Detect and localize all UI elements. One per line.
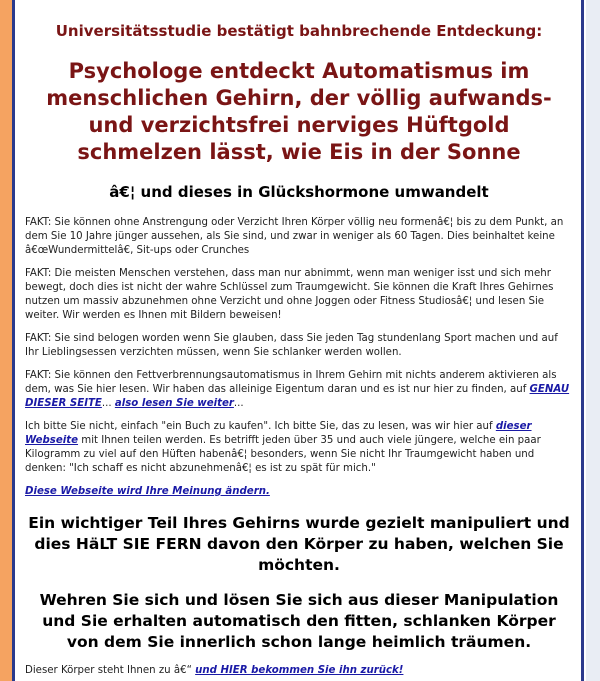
paragraph-5-end: mit Ihnen teilen werden. Es betrifft jeden über 35 und auch viele jüngere, welche ein paar Kilogramm zu viel auf den Hüften habenâ€¦ besonders, wenn Sie nicht Ihr Traumgewicht haben und denken: "Ich schaff es nicht abzunehmenâ€¦ es ist zu spät für mich." [25, 435, 541, 474]
link-webseite-meinung[interactable]: Diese Webseite wird Ihre Meinung ändern. [25, 486, 270, 497]
paragraph-fact-4 [25, 369, 573, 411]
paragraph-fact-4-end: ... [233, 398, 244, 409]
big-statement-1: Ein wichtiger Teil Ihres Gehirns wurde gezielt manipuliert und dies HäLT SIE FERN davon den Körper zu haben, welchen Sie möchten. [28, 514, 570, 574]
link-hier-zurueck[interactable]: und HIER bekommen Sie ihn zurück! [195, 665, 404, 676]
paragraph-fact-3: FAKT: Sie sind belogen worden wenn Sie glauben, dass Sie jeden Tag stundenlang Sport machen und auf Ihr Lieblingsessen verzichten müssen, wenn Sie schlanker werden wollen. [25, 333, 558, 358]
paragraph-fact-2: FAKT: Die meisten Menschen verstehen, dass man nur abnimmt, wenn man weniger isst und sich mehr bewegt, doch dies ist nicht der wahre Schlüssel zum Traumgewicht. Sie können die Kraft Ihres Gehirnes nutzen um massiv abzunehmen ohne Verzicht und ohne Joggen oder Fitness Studiosâ€¦ und lesen Sie weiter. Wir werden es Ihnen mit Bildern beweisen! [25, 268, 554, 321]
headline: Psychologe entdeckt Automatismus im menschlichen Gehirn, der völlig aufwands- und verzichtsfrei nerviges Hüftgold schmelzen lässt, wie Eis in der Sonne [46, 59, 552, 164]
link-also-lesen-sie-weiter[interactable]: also lesen Sie weiter [114, 398, 234, 409]
paragraph-fact-1: FAKT: Sie können ohne Anstrengung oder Verzicht Ihren Körper völlig neu formenâ€¦ bis zu dem Punkt, an dem Sie 10 Jahre jünger aussehen, als Sie sind, und zwar in weniger als 60 Tagen. Dies beinhaltet keine â€œWundermittelâ€, Sit-ups oder Crunches [25, 217, 564, 256]
right-margin [586, 0, 600, 681]
paragraph-5 [25, 420, 573, 476]
paragraph-fact-4-sep: ... [101, 398, 115, 409]
big-statement-2: Wehren Sie sich und lösen Sie sich aus dieser Manipulation und Sie erhalten automatisch den fitten, schlanken Körper von dem Sie innerlich schon lange heimlich träumen. [39, 591, 559, 651]
subheadline: â€¦ und dieses in Glückshormone umwandelt [109, 183, 489, 201]
link-genau-dieser-seite[interactable]: GENAU DIESER SEITE [25, 384, 570, 409]
kicker-text: Universitätsstudie bestätigt bahnbrechende Entdeckung: [55, 22, 543, 40]
left-accent-bar [0, 0, 12, 681]
closing-text: Dieser Körper steht Ihnen zu â€“ [25, 665, 196, 676]
paragraph-6 [25, 485, 573, 499]
paragraph-fact-4-text: FAKT: Sie können den Fettverbrennungsautomatismus in Ihrem Gehirn mit nichts anderem aktivieren als dem, was Sie hier lesen. Wir haben das alleinige Eigentum daran und es ist nur hier zu finden, auf [25, 370, 557, 395]
link-dieser-webseite[interactable]: dieser Webseite [25, 421, 532, 446]
closing-line [25, 665, 573, 676]
paragraph-5-text: Ich bitte Sie nicht, einfach "ein Buch zu kaufen". Ich bitte Sie, das zu lesen, was wir hier auf [25, 421, 496, 432]
article [12, 0, 584, 681]
